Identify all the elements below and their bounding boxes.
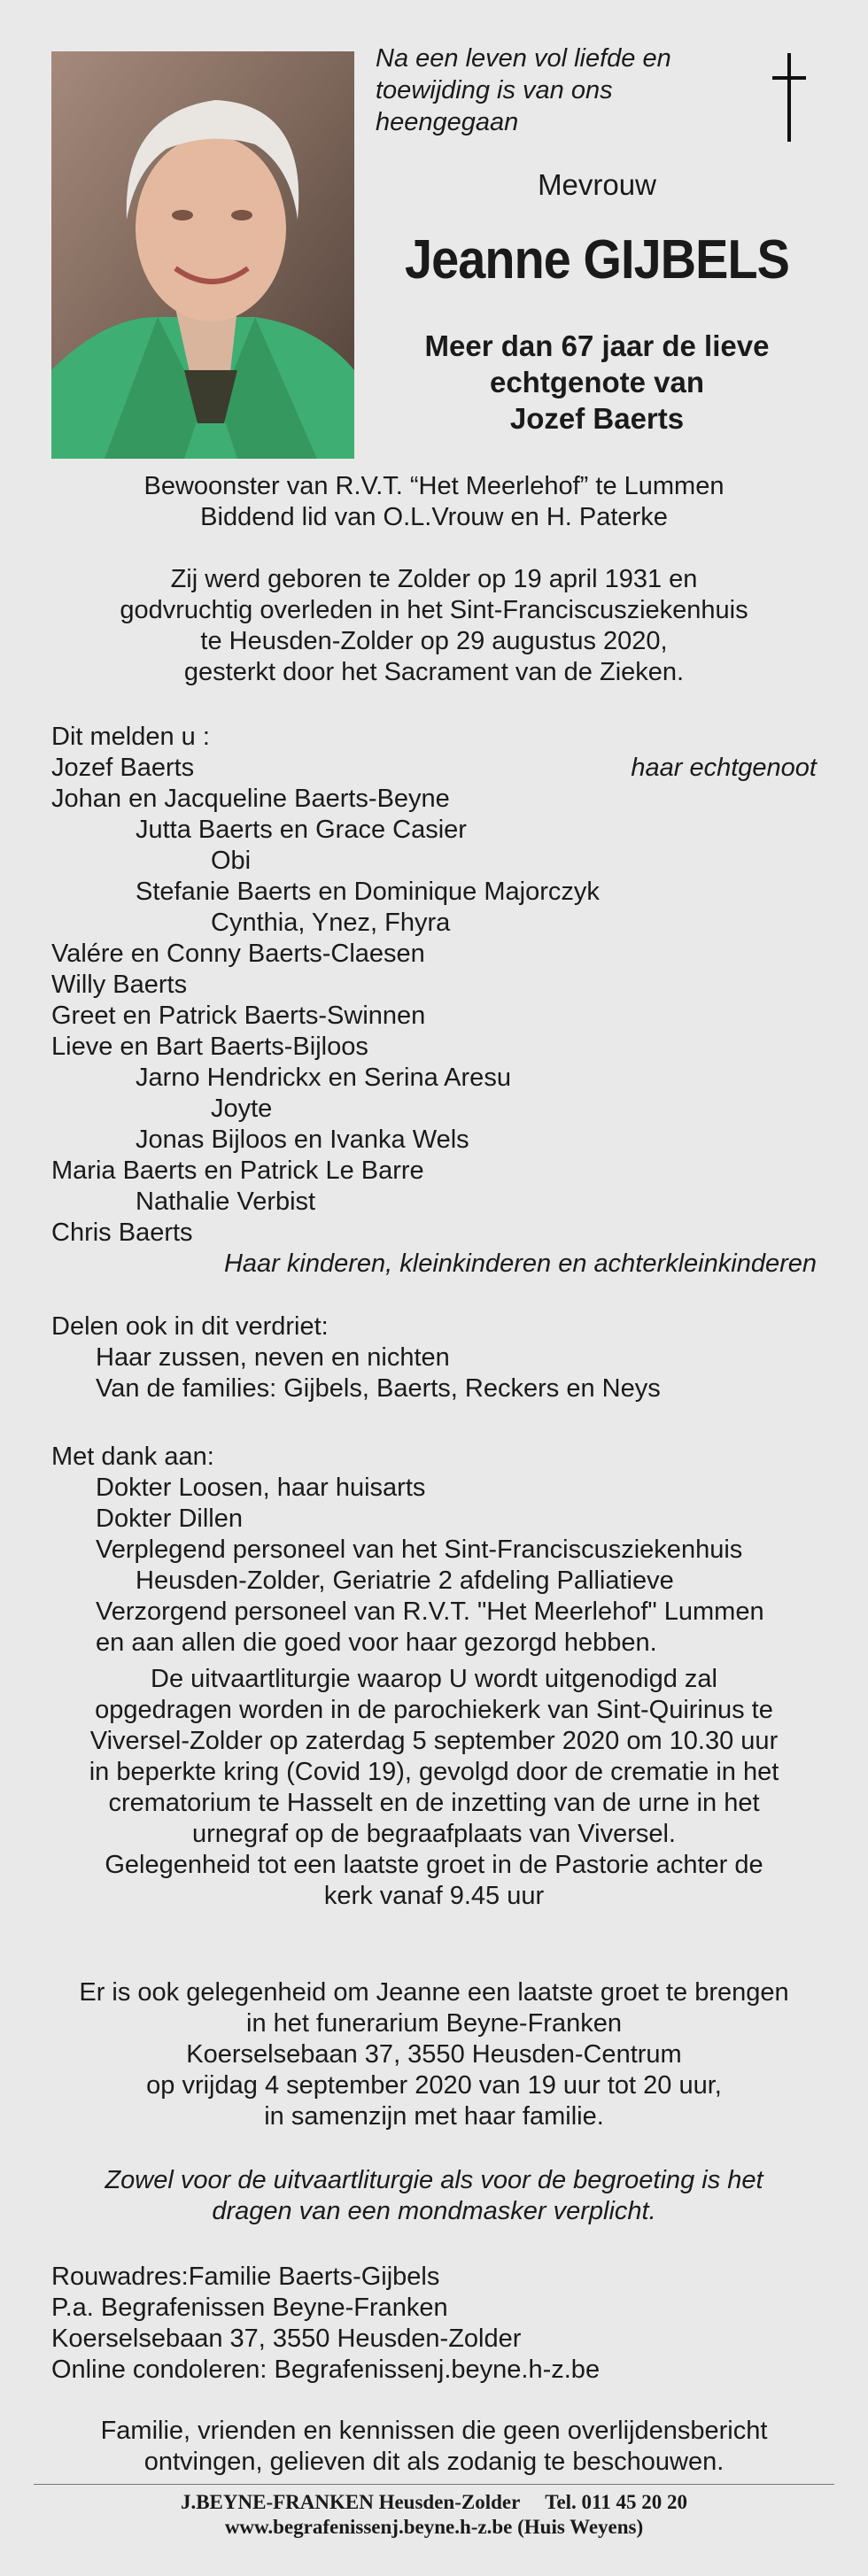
honorific: Mevrouw [538,168,656,201]
spouse-row [51,753,817,784]
funeral-line: crematorium te Hasselt en de inzetting van de urne in het [108,1789,760,1817]
life-block [51,564,817,688]
footer-line: J.BEYNE-FRANKEN Heusden-Zolder Tel. 011 45 20 20 [180,2491,688,2513]
mask-notice-line: Zowel voor de uitvaartliturgie als voor de begroeting is het [105,2166,763,2194]
family-member: Cynthia, Ynez, Fhyra [211,909,451,937]
funeral-line: opgedragen worden in de parochiekerk van Sint-Quirinus te [95,1696,773,1724]
family-list [51,784,817,1249]
closing-block [51,2416,817,2478]
closing-line: Familie, vrienden en kennissen die geen overlijdensbericht [100,2417,768,2445]
family-member: Willy Baerts [51,971,188,999]
funeral-line: kerk vanaf 9.45 uur [323,1882,545,1910]
family-member: Joyte [211,1095,273,1123]
sharing-line: Van de families: Gijbels, Baerts, Reckers en Neys [96,1374,661,1403]
family-member: Stefanie Baerts en Dominique Majorczyk [136,878,600,906]
farewell-line: Koerselsebaan 37, 3550 Heusden-Centrum [186,2040,682,2069]
address-block [51,2262,817,2386]
thanks-line: Verzorgend personeel van R.V.T. "Het Meerlehof" Lummen [96,1597,764,1626]
family-member: Maria Baerts en Patrick Le Barre [51,1156,424,1185]
thanks-line: Dokter Dillen [96,1505,243,1533]
intro-text [376,43,712,138]
family-member: Jonas Bijloos en Ivanka Wels [136,1126,469,1154]
intro-line: toewijding is van ons [376,76,613,104]
spouse-description [376,328,818,437]
thanks-line: Verplegend personeel van het Sint-Franciscusziekenhuis [96,1536,743,1564]
sharing-line: Haar zussen, neven en nichten [96,1343,450,1372]
family-member: Chris Baerts [51,1218,193,1247]
residence-line: Bewoonster van R.V.T. “Het Meerlehof” te Lummen [143,472,725,500]
family-member: Nathalie Verbist [136,1187,316,1216]
funeral-line: Gelegenheid tot een laatste groet in de Pastorie achter de [105,1851,763,1879]
funeral-block [51,1664,817,1912]
spouse-line: Jozef Baerts [509,402,685,435]
family-member: Lieve en Bart Baerts-Bijloos [51,1033,368,1061]
family-member: Jarno Hendrickx en Serina Aresu [136,1064,511,1092]
family-member: Jutta Baerts en Grace Casier [136,816,467,844]
sharing-block [51,1311,817,1404]
portrait-photo [51,51,354,459]
address-line: Rouwadres:Familie Baerts-Gijbels [51,2263,440,2291]
intro-line: heengegaan [376,108,519,136]
farewell-line: Er is ook gelegenheid om Jeanne een laatste groet te brengen [79,1978,789,2007]
life-line: godvruchtig overleden in het Sint-Franciscusziekenhuis [120,596,748,624]
thanks-line: en aan allen die goed voor haar gezorgd hebben. [96,1628,657,1657]
cross-icon [767,53,811,142]
family-member: Johan en Jacqueline Baerts-Beyne [51,785,450,813]
thanks-list [51,1473,817,1659]
residence-block [51,471,817,533]
closing-line: ontvingen, gelieven dit als zodanig te beschouwen. [143,2448,725,2476]
intro-line: Na een leven vol liefde en [376,44,671,73]
thanks-line: Heusden-Zolder, Geriatrie 2 afdeling Palliatieve [136,1566,674,1595]
life-line: te Heusden-Zolder op 29 augustus 2020, [200,627,668,655]
farewell-block [51,1977,817,2132]
spouse-name: Jozef Baerts [51,754,195,782]
sharing-header: Delen ook in dit verdriet: [51,1312,329,1341]
funeral-line: urnegraf op de begraafplaats van Viversel. [192,1820,676,1848]
spouse-line: Meer dan 67 jaar de lieve [424,329,770,362]
deceased-name: Jeanne GIJBELS [405,229,789,290]
family-member: Greet en Patrick Baerts-Swinnen [51,1002,426,1030]
mask-notice-line: dragen van een mondmasker verplicht. [212,2197,656,2225]
spouse-role: haar echtgenoot [631,754,817,782]
address-line: P.a. Begrafenissen Beyne-Franken [51,2294,448,2322]
family-member: Obi [211,847,252,875]
address-line: Koerselsebaan 37, 3550 Heusden-Zolder [51,2325,522,2353]
funeral-line: in beperkte kring (Covid 19), gevolgd door de crematie in het [89,1758,779,1786]
footer-divider [34,2484,834,2485]
funeral-line: De uitvaartliturgie waarop U wordt uitgenodigd zal [151,1665,717,1693]
farewell-line: in samenzijn met haar familie. [264,2102,604,2131]
residence-line: Biddend lid van O.L.Vrouw en H. Paterke [200,503,668,531]
life-line: gesterkt door het Sacrament van de Zieken. [183,658,685,686]
farewell-line: op vrijdag 4 september 2020 van 19 uur tot 20 uur, [146,2071,722,2100]
family-header: Dit melden u : [51,723,210,751]
family-member: Valére en Conny Baerts-Claesen [51,940,425,968]
funeral-line: Viversel-Zolder op zaterdag 5 september 2020 om 10.30 uur [89,1727,779,1755]
family-footer: Haar kinderen, kleinkinderen en achterkleinkinderen [223,1249,817,1278]
thanks-block [51,1442,817,1659]
life-line: Zij werd geboren te Zolder op 19 april 1931 en [170,565,698,593]
footer-website: www.begrafenissenj.beyne.h-z.be (Huis Weyens) [224,2516,644,2538]
mask-notice [51,2165,817,2227]
family-block [51,722,817,1280]
funeral-home-footer [34,2490,834,2540]
farewell-line: in het funerarium Beyne-Franken [246,2009,622,2038]
address-line: Online condoleren: Begrafenissenj.beyne.h-z.be [51,2356,601,2384]
thanks-line: Dokter Loosen, haar huisarts [96,1474,426,1502]
spouse-line: echtgenote van [489,366,705,398]
thanks-header: Met dank aan: [51,1443,214,1471]
